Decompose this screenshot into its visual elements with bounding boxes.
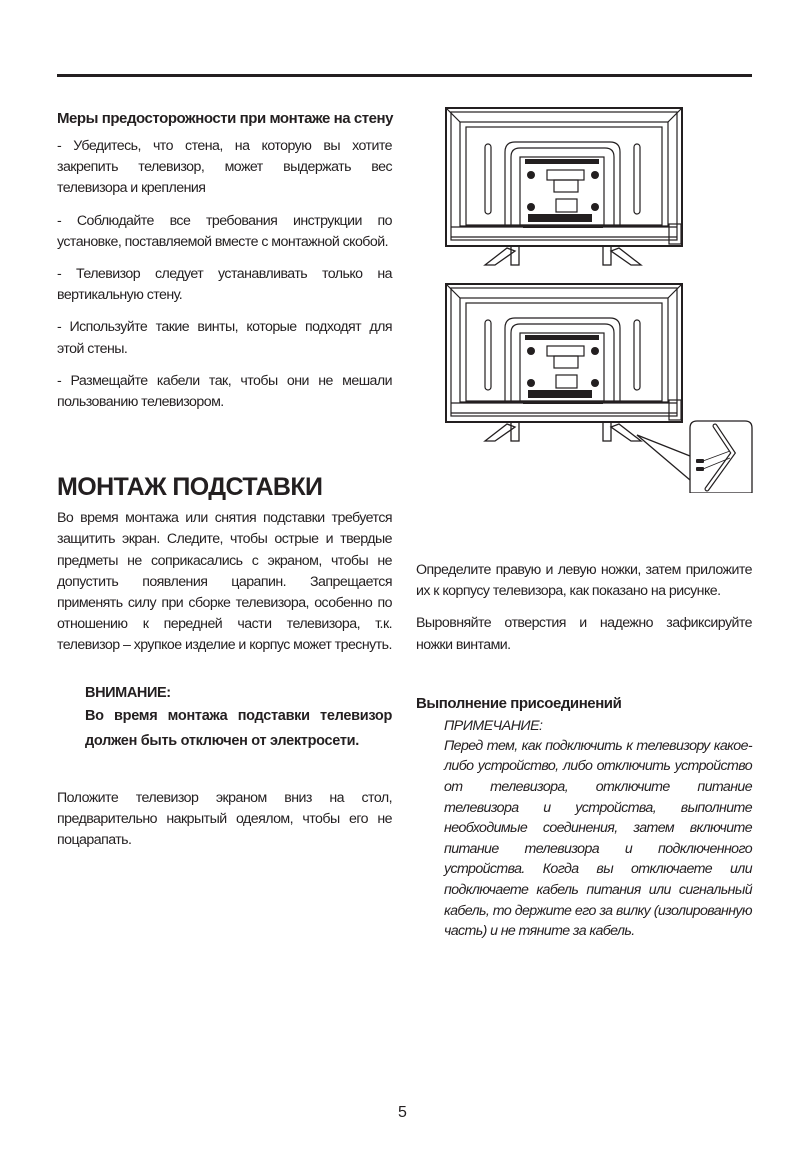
wall-mount-item: - Телевизор следует устанавливать только на вертикальную стену. (57, 266, 392, 304)
attention-title: ВНИМАНИЕ: (85, 684, 171, 701)
wall-mount-item: - Убедитесь, что стена, на которую вы хотите закрепить телевизор, может выдержать вес телевизора и крепления (57, 138, 392, 197)
right-column (416, 560, 752, 942)
stand-mount-heading: МОНТАЖ ПОДСТАВКИ (57, 473, 323, 502)
connections-note (444, 716, 752, 942)
tv-leg-screw-illustration (445, 283, 755, 493)
wall-mount-item: - Размещайте кабели так, чтобы они не мешали пользованию телевизором. (57, 372, 392, 411)
header-rule (57, 74, 752, 77)
step-attach-legs: Определите правую и левую ножки, затем приложите их к корпусу телевизора, как показано на рисунке. (416, 562, 752, 600)
attention-block (85, 682, 392, 754)
step-lay-down: Положите телевизор экраном вниз на стол, предварительно накрытый одеялом, чтобы его не поцарапать. (57, 789, 392, 849)
stand-mount-intro: Во время монтажа или снятия подставки требуется защитить экран. Следите, чтобы острые и твердые предметы не соприкасались с экраном, чтобы не допустить появления царапин. Запрещается применять силу при сборке телевизора, особенно по отношению к передней части телевизора, т.к. телевизор – хрупкое изделие и корпус может треснуть. (57, 510, 392, 654)
tv-rear-illustration (445, 107, 690, 267)
wall-mount-heading: Меры предосторожности при монтаже на стену (57, 110, 394, 127)
step-fix-screws: Выровняйте отверстия и надежно зафиксируйте ножки винтами. (416, 615, 752, 653)
page-number: 5 (398, 1104, 407, 1121)
note-text: Перед тем, как подключить к телевизору какое-либо устройство, либо отключить устройство от телевизора, отключите питание телевизора и устройства, выполните необходимые соединения, затем включите питание телевизора и подключенного устройства. Когда вы отключаете или подключаете кабель питания или сигнальный кабель, то держите его за вилку (изолированную часть) и не тяните за кабель. (444, 737, 752, 940)
attention-text: Во время монтажа подставки телевизор должен быть отключен от электросети. (85, 707, 392, 749)
left-column (57, 108, 392, 862)
connections-heading: Выполнение присоединений (416, 694, 622, 712)
tv-rear-figure-2 (445, 283, 755, 493)
tv-rear-figure-1 (445, 107, 690, 267)
note-title: ПРИМЕЧАНИЕ: (444, 717, 543, 734)
wall-mount-item: - Используйте такие винты, которые подходят для этой стены. (57, 319, 392, 357)
wall-mount-item: - Соблюдайте все требования инструкции по установке, поставляемой вместе с монтажной скобой. (57, 212, 392, 250)
